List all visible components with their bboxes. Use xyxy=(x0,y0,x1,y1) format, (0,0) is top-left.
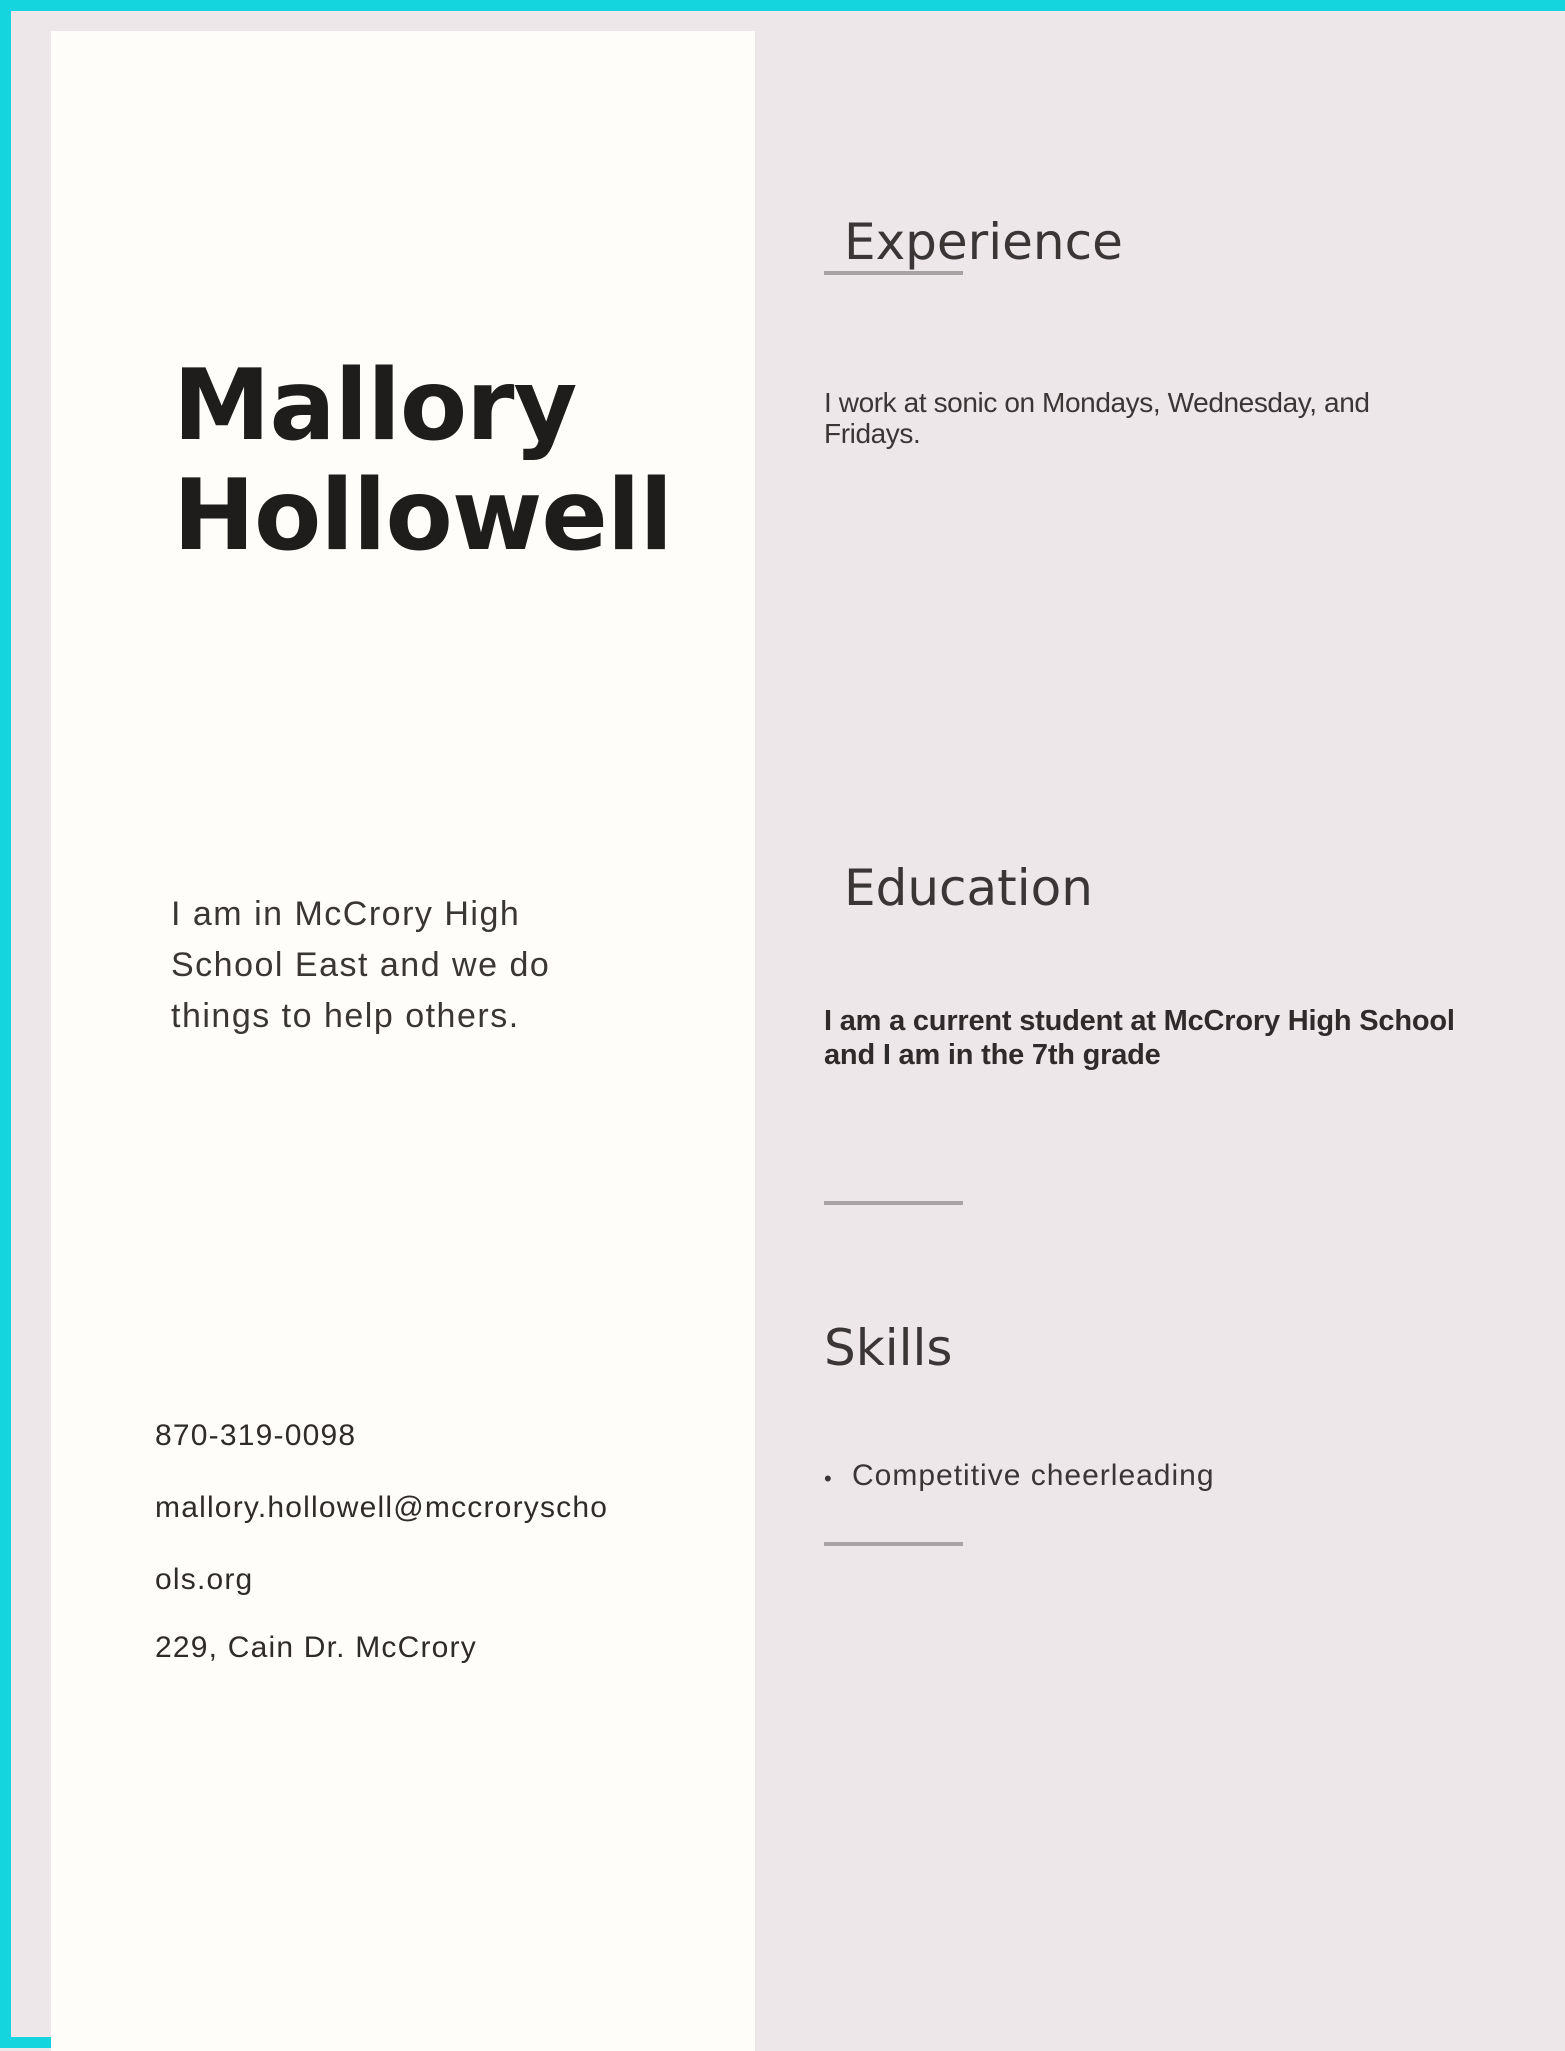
skills-heading: Skills xyxy=(824,1319,953,1377)
experience-rule xyxy=(824,271,963,275)
skill-item xyxy=(824,1459,1215,1493)
contact-phone: 870-319-0098 xyxy=(155,1419,357,1452)
education-text: I am a current student at McCrory High School and I am in the 7th grade xyxy=(824,1005,1455,1071)
contact-address: 229, Cain Dr. McCrory xyxy=(155,1631,477,1664)
contact-email-line-2: ols.org xyxy=(155,1563,254,1596)
skill-label: Competitive cheerleading xyxy=(852,1459,1215,1492)
bio-text: I am in McCrory High School East and we do things to help others. xyxy=(171,895,551,1035)
skills-list xyxy=(824,1459,1215,1493)
person-name xyxy=(173,351,672,571)
experience-heading: Experience xyxy=(844,213,1123,271)
first-name: Mallory xyxy=(173,349,577,463)
last-name: Hollowell xyxy=(173,459,673,573)
education-heading: Education xyxy=(844,859,1093,917)
education-rule xyxy=(824,1201,963,1205)
skills-rule xyxy=(824,1542,963,1546)
contact-email-line-1: mallory.hollowell@mccroryscho xyxy=(155,1491,609,1524)
experience-text: I work at sonic on Mondays, Wednesday, and Fridays. xyxy=(824,387,1370,449)
bullet-icon: • xyxy=(824,1466,833,1491)
